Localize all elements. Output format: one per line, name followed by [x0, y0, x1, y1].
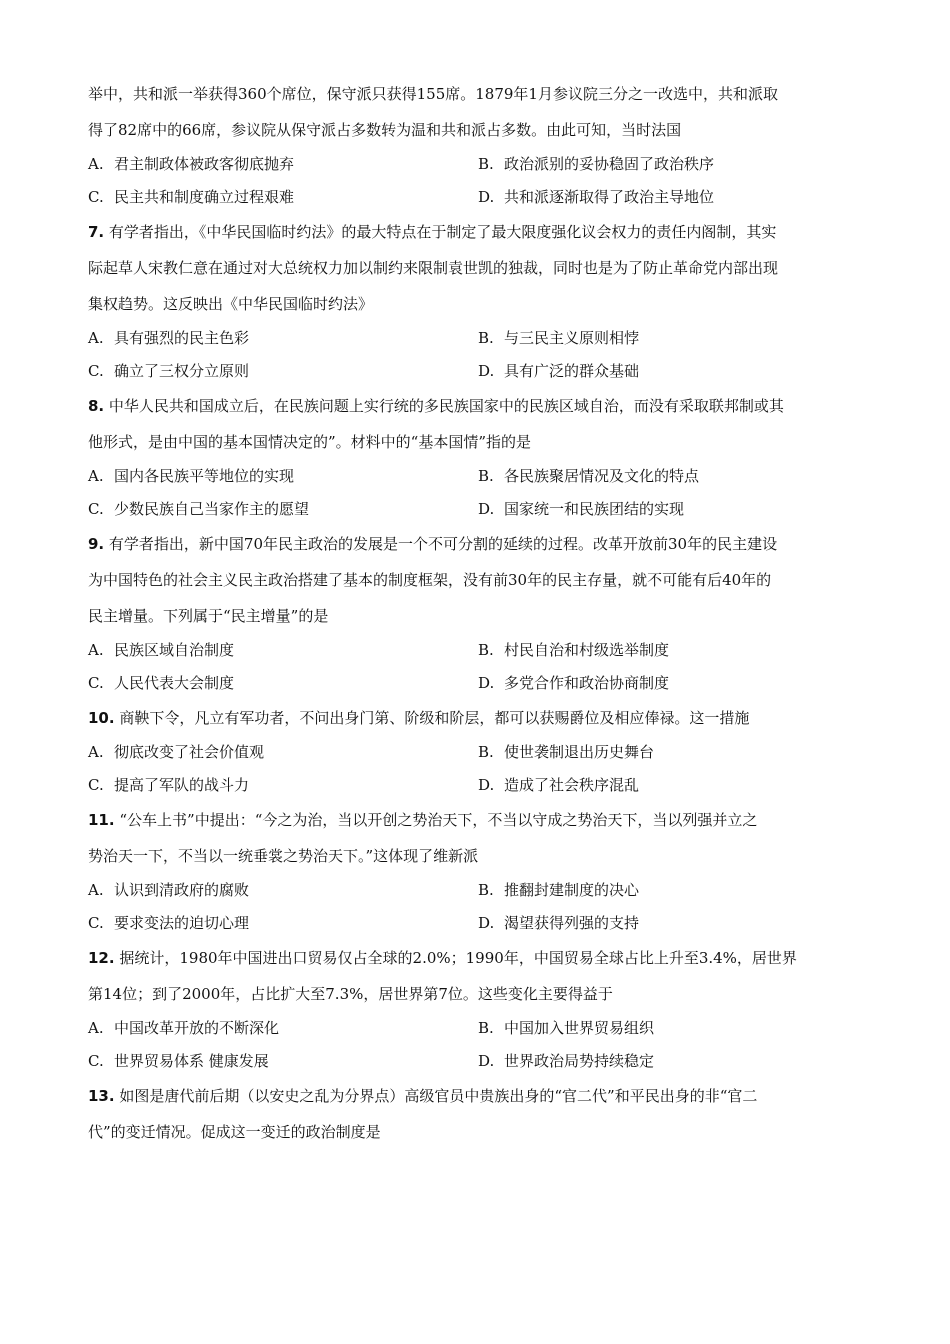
option-c[interactable]: [88, 493, 478, 526]
option-text: 具有强烈的民主色彩: [114, 329, 250, 347]
question-block: [88, 526, 868, 700]
options-grid: [88, 322, 868, 388]
question-block: [88, 700, 868, 802]
option-label: B.: [478, 641, 494, 659]
question-number: 12.: [88, 949, 115, 967]
option-label: A.: [88, 743, 104, 761]
option-text: 村民自治和村级选举制度: [504, 641, 670, 659]
question-number: 10.: [88, 709, 115, 727]
question-block: [88, 388, 868, 526]
option-text: 渴望获得列强的支持: [504, 914, 640, 932]
option-label: D.: [478, 914, 495, 932]
stem-line: 际起草人宋教仁意在通过对大总统权力加以制约来限制袁世凯的独裁，同时也是为了防止革命党内部出现: [88, 259, 779, 277]
option-a[interactable]: [88, 1012, 478, 1045]
option-text: 推翻封建制度的决心: [504, 881, 640, 899]
option-text: 中国加入世界贸易组织: [504, 1019, 655, 1037]
option-b[interactable]: [478, 148, 868, 181]
option-b[interactable]: [478, 634, 868, 667]
option-d[interactable]: [478, 769, 868, 802]
options-grid: [88, 460, 868, 526]
stem-line: 中华人民共和国成立后，在民族问题上实行统的多民族国家中的民族区域自治，而没有采取联邦制或其: [108, 397, 784, 415]
option-d[interactable]: [478, 907, 868, 940]
question-intro: [88, 76, 868, 214]
option-label: D.: [478, 362, 495, 380]
question-block: [88, 1078, 868, 1150]
options-grid: [88, 874, 868, 940]
option-d[interactable]: [478, 355, 868, 388]
option-label: C.: [88, 500, 104, 518]
option-label: A.: [88, 881, 104, 899]
question-stem: [88, 940, 868, 1012]
option-label: C.: [88, 674, 104, 692]
option-text: 彻底改变了社会价值观: [114, 743, 265, 761]
question-number: 9.: [88, 535, 105, 553]
option-label: D.: [478, 776, 495, 794]
option-text: 国家统一和民族团结的实现: [504, 500, 685, 518]
options-grid: [88, 736, 868, 802]
option-c[interactable]: [88, 181, 478, 214]
option-text: 与三民主义原则相悖: [504, 329, 640, 347]
option-label: B.: [478, 467, 494, 485]
option-text: 多党合作和政治协商制度: [504, 674, 670, 692]
stem-line: 代”的变迁情况。促成这一变迁的政治制度是: [88, 1123, 381, 1141]
option-label: D.: [478, 500, 495, 518]
option-b[interactable]: [478, 322, 868, 355]
question-number: 7.: [88, 223, 105, 241]
option-label: C.: [88, 188, 104, 206]
question-stem: [88, 526, 868, 634]
option-label: B.: [478, 743, 494, 761]
option-label: B.: [478, 329, 494, 347]
stem-line: 势治天一下，不当以一统垂裳之势治天下。”这体现了维新派: [88, 847, 479, 865]
option-d[interactable]: [478, 1045, 868, 1078]
option-text: 造成了社会秩序混乱: [504, 776, 640, 794]
question-block: [88, 802, 868, 940]
option-label: C.: [88, 914, 104, 932]
option-text: 世界政治局势持续稳定: [504, 1052, 655, 1070]
option-c[interactable]: [88, 355, 478, 388]
option-c[interactable]: [88, 667, 478, 700]
stem-line: 为中国特色的社会主义民主政治搭建了基本的制度框架，没有前30年的民主存量，就不可能有后40年的: [88, 571, 772, 589]
stem-line: 民主增量。下列属于“民主增量”的是: [88, 607, 329, 625]
stem-line: 如图是唐代前后期（以安史之乱为分界点）高级官员中贵族出身的“官二代”和平民出身的非“官二: [119, 1087, 758, 1105]
question-stem: [88, 802, 868, 874]
option-b[interactable]: [478, 460, 868, 493]
stem-line: “公车上书”中提出：“今之为治，当以开创之势治天下，不当以守成之势治天下，当以列强并立之: [119, 811, 758, 829]
stem-line: 集权趋势。这反映出《中华民国临时约法》: [88, 295, 374, 313]
question-stem: [88, 700, 868, 736]
option-a[interactable]: [88, 460, 478, 493]
option-text: 民族区域自治制度: [114, 641, 235, 659]
question-stem: [88, 1078, 868, 1150]
option-label: C.: [88, 362, 104, 380]
option-b[interactable]: [478, 1012, 868, 1045]
option-d[interactable]: [478, 493, 868, 526]
stem-line: 举中，共和派一举获得360个席位，保守派只获得155席。1879年1月参议院三分之一改选中，共和派取: [88, 85, 778, 103]
option-label: A.: [88, 641, 104, 659]
option-text: 具有广泛的群众基础: [504, 362, 640, 380]
option-text: 中国改革开放的不断深化: [114, 1019, 280, 1037]
option-text: 确立了三权分立原则: [114, 362, 250, 380]
option-label: A.: [88, 1019, 104, 1037]
question-stem: [88, 388, 868, 460]
option-a[interactable]: [88, 148, 478, 181]
option-b[interactable]: [478, 736, 868, 769]
questions-list: [88, 214, 868, 1150]
option-text: 世界贸易体系 健康发展: [114, 1052, 269, 1070]
option-text: 国内各民族平等地位的实现: [114, 467, 295, 485]
option-text: 共和派逐渐取得了政治主导地位: [504, 188, 715, 206]
options-grid: [88, 634, 868, 700]
question-block: [88, 940, 868, 1078]
option-text: 人民代表大会制度: [114, 674, 235, 692]
option-label: B.: [478, 881, 494, 899]
option-text: 君主制政体被政客彻底抛弃: [114, 155, 295, 173]
question-number: 8.: [88, 397, 105, 415]
option-label: A.: [88, 329, 104, 347]
option-text: 使世袭制退出历史舞台: [504, 743, 655, 761]
stem-line: 有学者指出，《中华民国临时约法》的最大特点在于制定了最大限度强化议会权力的责任内阁制，其实: [108, 223, 777, 241]
option-d[interactable]: [478, 181, 868, 214]
option-label: D.: [478, 188, 495, 206]
option-label: D.: [478, 1052, 495, 1070]
question-stem: [88, 214, 868, 322]
option-text: 各民族聚居情况及文化的特点: [504, 467, 700, 485]
option-c[interactable]: [88, 907, 478, 940]
stem-line: 得了82席中的66席，参议院从保守派占多数转为温和共和派占多数。由此可知，当时法国: [88, 121, 682, 139]
stem-line: 商鞅下令，凡立有军功者，不问出身门第、阶级和阶层，都可以获赐爵位及相应俸禄。这一措施: [119, 709, 750, 727]
option-label: C.: [88, 1052, 104, 1070]
option-text: 政治派别的妥协稳固了政治秩序: [504, 155, 715, 173]
option-label: C.: [88, 776, 104, 794]
option-d[interactable]: [478, 667, 868, 700]
question-stem: [88, 76, 868, 148]
exam-content: [88, 76, 868, 1150]
stem-line: 第14位；到了2000年，占比扩大至7.3%，居世界第7位。这些变化主要得益于: [88, 985, 613, 1003]
option-label: A.: [88, 467, 104, 485]
option-c[interactable]: [88, 769, 478, 802]
option-a[interactable]: [88, 322, 478, 355]
option-a[interactable]: [88, 736, 478, 769]
option-c[interactable]: [88, 1045, 478, 1078]
option-b[interactable]: [478, 874, 868, 907]
option-text: 提高了军队的战斗力: [114, 776, 250, 794]
stem-line: 据统计，1980年中国进出口贸易仅占全球的2.0%；1990年，中国贸易全球占比上升至3.4%，居世界: [119, 949, 797, 967]
option-label: D.: [478, 674, 495, 692]
options-grid: [88, 148, 868, 214]
option-a[interactable]: [88, 874, 478, 907]
option-text: 民主共和制度确立过程艰难: [114, 188, 295, 206]
question-block: [88, 214, 868, 388]
stem-line: 他形式，是由中国的基本国情决定的”。材料中的“基本国情”指的是: [88, 433, 532, 451]
option-text: 认识到清政府的腐败: [114, 881, 250, 899]
option-text: 要求变法的迫切心理: [114, 914, 250, 932]
option-a[interactable]: [88, 634, 478, 667]
question-number: 13.: [88, 1087, 115, 1105]
option-label: B.: [478, 1019, 494, 1037]
option-label: B.: [478, 155, 494, 173]
options-grid: [88, 1012, 868, 1078]
option-label: A.: [88, 155, 104, 173]
option-text: 少数民族自己当家作主的愿望: [114, 500, 310, 518]
question-number: 11.: [88, 811, 115, 829]
stem-line: 有学者指出，新中国70年民主政治的发展是一个不可分割的延续的过程。改革开放前30年的民主建设: [108, 535, 778, 553]
